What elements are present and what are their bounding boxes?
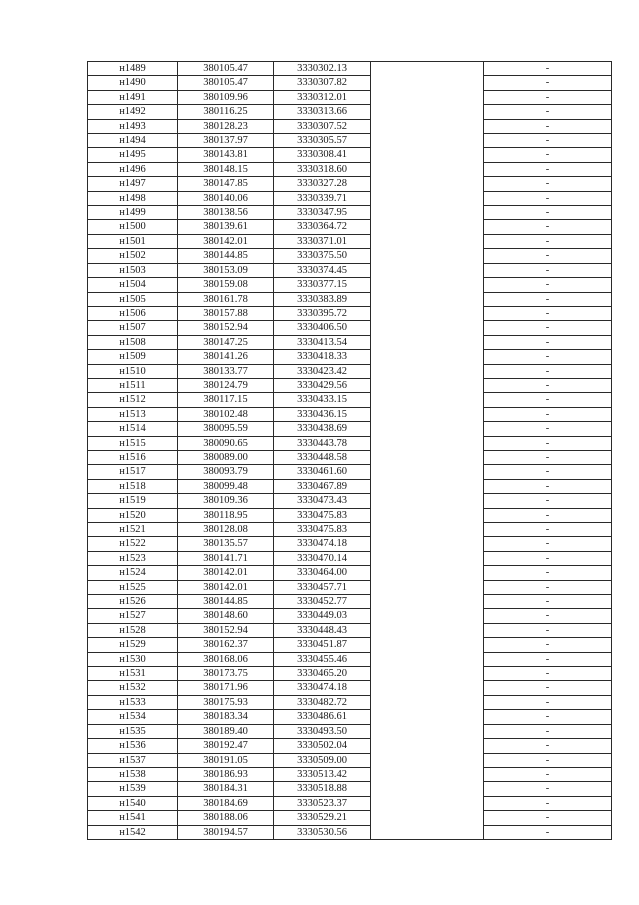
y-coordinate-cell: 3330448.58 <box>274 450 371 464</box>
point-id-cell: н1503 <box>88 263 178 277</box>
y-coordinate-cell: 3330433.15 <box>274 393 371 407</box>
table-row <box>88 537 612 551</box>
y-coordinate-cell: 3330451.87 <box>274 638 371 652</box>
point-id-cell: н1500 <box>88 220 178 234</box>
x-coordinate-cell: 380168.06 <box>178 652 274 666</box>
note-cell: - <box>484 292 612 306</box>
note-cell: - <box>484 767 612 781</box>
y-coordinate-cell: 3330308.41 <box>274 148 371 162</box>
table-row <box>88 825 612 839</box>
table-row <box>88 407 612 421</box>
y-coordinate-cell: 3330339.71 <box>274 191 371 205</box>
table-row <box>88 566 612 580</box>
table-row <box>88 119 612 133</box>
y-coordinate-cell: 3330465.20 <box>274 667 371 681</box>
table-row <box>88 523 612 537</box>
x-coordinate-cell: 380148.60 <box>178 609 274 623</box>
note-cell: - <box>484 551 612 565</box>
point-id-cell: н1501 <box>88 234 178 248</box>
note-cell: - <box>484 609 612 623</box>
x-coordinate-cell: 380105.47 <box>178 62 274 76</box>
y-coordinate-cell: 3330448.43 <box>274 623 371 637</box>
y-coordinate-cell: 3330475.83 <box>274 508 371 522</box>
y-coordinate-cell: 3330464.00 <box>274 566 371 580</box>
y-coordinate-cell: 3330395.72 <box>274 306 371 320</box>
y-coordinate-cell: 3330375.50 <box>274 249 371 263</box>
y-coordinate-cell: 3330523.37 <box>274 796 371 810</box>
point-id-cell: н1521 <box>88 523 178 537</box>
note-cell: - <box>484 90 612 104</box>
point-id-cell: н1518 <box>88 479 178 493</box>
y-coordinate-cell: 3330461.60 <box>274 465 371 479</box>
note-cell: - <box>484 523 612 537</box>
note-cell: - <box>484 724 612 738</box>
note-cell: - <box>484 335 612 349</box>
table-row <box>88 753 612 767</box>
y-coordinate-cell: 3330371.01 <box>274 234 371 248</box>
y-coordinate-cell: 3330318.60 <box>274 162 371 176</box>
point-id-cell: н1533 <box>88 695 178 709</box>
point-id-cell: н1516 <box>88 450 178 464</box>
point-id-cell: н1526 <box>88 595 178 609</box>
note-cell: - <box>484 508 612 522</box>
point-id-cell: н1496 <box>88 162 178 176</box>
table-row <box>88 292 612 306</box>
y-coordinate-cell: 3330429.56 <box>274 378 371 392</box>
point-id-cell: н1529 <box>88 638 178 652</box>
y-coordinate-cell: 3330470.14 <box>274 551 371 565</box>
table-row <box>88 350 612 364</box>
y-coordinate-cell: 3330467.89 <box>274 479 371 493</box>
table-row <box>88 206 612 220</box>
x-coordinate-cell: 380162.37 <box>178 638 274 652</box>
point-id-cell: н1525 <box>88 580 178 594</box>
table-row <box>88 105 612 119</box>
x-coordinate-cell: 380143.81 <box>178 148 274 162</box>
point-id-cell: н1513 <box>88 407 178 421</box>
y-coordinate-cell: 3330513.42 <box>274 767 371 781</box>
table-row <box>88 739 612 753</box>
table-row <box>88 465 612 479</box>
x-coordinate-cell: 380144.85 <box>178 249 274 263</box>
table-row <box>88 335 612 349</box>
point-id-cell: н1511 <box>88 378 178 392</box>
x-coordinate-cell: 380118.95 <box>178 508 274 522</box>
x-coordinate-cell: 380152.94 <box>178 623 274 637</box>
point-id-cell: н1508 <box>88 335 178 349</box>
y-coordinate-cell: 3330364.72 <box>274 220 371 234</box>
x-coordinate-cell: 380157.88 <box>178 306 274 320</box>
y-coordinate-cell: 3330457.71 <box>274 580 371 594</box>
x-coordinate-cell: 380175.93 <box>178 695 274 709</box>
x-coordinate-cell: 380137.97 <box>178 134 274 148</box>
y-coordinate-cell: 3330327.28 <box>274 177 371 191</box>
x-coordinate-cell: 380116.25 <box>178 105 274 119</box>
x-coordinate-cell: 380147.25 <box>178 335 274 349</box>
x-coordinate-cell: 380147.85 <box>178 177 274 191</box>
x-coordinate-cell: 380140.06 <box>178 191 274 205</box>
x-coordinate-cell: 380191.05 <box>178 753 274 767</box>
point-id-cell: н1538 <box>88 767 178 781</box>
x-coordinate-cell: 380142.01 <box>178 234 274 248</box>
x-coordinate-cell: 380089.00 <box>178 450 274 464</box>
note-cell: - <box>484 450 612 464</box>
x-coordinate-cell: 380102.48 <box>178 407 274 421</box>
point-id-cell: н1524 <box>88 566 178 580</box>
y-coordinate-cell: 3330377.15 <box>274 278 371 292</box>
x-coordinate-cell: 380099.48 <box>178 479 274 493</box>
point-id-cell: н1542 <box>88 825 178 839</box>
y-coordinate-cell: 3330486.61 <box>274 710 371 724</box>
table-row <box>88 422 612 436</box>
y-coordinate-cell: 3330347.95 <box>274 206 371 220</box>
y-coordinate-cell: 3330418.33 <box>274 350 371 364</box>
x-coordinate-cell: 380095.59 <box>178 422 274 436</box>
point-id-cell: н1523 <box>88 551 178 565</box>
y-coordinate-cell: 3330530.56 <box>274 825 371 839</box>
note-cell: - <box>484 321 612 335</box>
y-coordinate-cell: 3330312.01 <box>274 90 371 104</box>
point-id-cell: н1537 <box>88 753 178 767</box>
point-id-cell: н1505 <box>88 292 178 306</box>
x-coordinate-cell: 380142.01 <box>178 566 274 580</box>
note-cell: - <box>484 263 612 277</box>
note-cell: - <box>484 796 612 810</box>
x-coordinate-cell: 380184.31 <box>178 782 274 796</box>
y-coordinate-cell: 3330374.45 <box>274 263 371 277</box>
x-coordinate-cell: 380128.23 <box>178 119 274 133</box>
point-id-cell: н1515 <box>88 436 178 450</box>
x-coordinate-cell: 380142.01 <box>178 580 274 594</box>
table-row <box>88 177 612 191</box>
coordinates-table <box>87 61 612 840</box>
table-row <box>88 796 612 810</box>
note-cell: - <box>484 76 612 90</box>
table-row <box>88 234 612 248</box>
table-row <box>88 263 612 277</box>
note-cell: - <box>484 134 612 148</box>
table-row <box>88 249 612 263</box>
point-id-cell: н1490 <box>88 76 178 90</box>
point-id-cell: н1512 <box>88 393 178 407</box>
note-cell: - <box>484 119 612 133</box>
point-id-cell: н1528 <box>88 623 178 637</box>
y-coordinate-cell: 3330509.00 <box>274 753 371 767</box>
note-cell: - <box>484 753 612 767</box>
y-coordinate-cell: 3330413.54 <box>274 335 371 349</box>
table-row <box>88 609 612 623</box>
x-coordinate-cell: 380194.57 <box>178 825 274 839</box>
x-coordinate-cell: 380139.61 <box>178 220 274 234</box>
table-row <box>88 811 612 825</box>
table-row <box>88 378 612 392</box>
y-coordinate-cell: 3330307.82 <box>274 76 371 90</box>
x-coordinate-cell: 380133.77 <box>178 364 274 378</box>
x-coordinate-cell: 380117.15 <box>178 393 274 407</box>
y-coordinate-cell: 3330305.57 <box>274 134 371 148</box>
x-coordinate-cell: 380173.75 <box>178 667 274 681</box>
y-coordinate-cell: 3330436.15 <box>274 407 371 421</box>
x-coordinate-cell: 380184.69 <box>178 796 274 810</box>
x-coordinate-cell: 380135.57 <box>178 537 274 551</box>
table-row <box>88 494 612 508</box>
x-coordinate-cell: 380093.79 <box>178 465 274 479</box>
note-cell: - <box>484 148 612 162</box>
note-cell: - <box>484 407 612 421</box>
coordinates-table-body <box>88 62 612 840</box>
note-cell: - <box>484 695 612 709</box>
note-cell: - <box>484 739 612 753</box>
point-id-cell: н1531 <box>88 667 178 681</box>
note-cell: - <box>484 162 612 176</box>
table-row <box>88 306 612 320</box>
note-cell: - <box>484 465 612 479</box>
note-cell: - <box>484 234 612 248</box>
note-cell: - <box>484 580 612 594</box>
point-id-cell: н1532 <box>88 681 178 695</box>
y-coordinate-cell: 3330529.21 <box>274 811 371 825</box>
table-row <box>88 652 612 666</box>
table-row <box>88 667 612 681</box>
x-coordinate-cell: 380148.15 <box>178 162 274 176</box>
x-coordinate-cell: 380144.85 <box>178 595 274 609</box>
note-cell: - <box>484 249 612 263</box>
table-row <box>88 782 612 796</box>
x-coordinate-cell: 380161.78 <box>178 292 274 306</box>
y-coordinate-cell: 3330438.69 <box>274 422 371 436</box>
note-cell: - <box>484 566 612 580</box>
x-coordinate-cell: 380124.79 <box>178 378 274 392</box>
point-id-cell: н1540 <box>88 796 178 810</box>
note-cell: - <box>484 623 612 637</box>
table-row <box>88 710 612 724</box>
point-id-cell: н1502 <box>88 249 178 263</box>
y-coordinate-cell: 3330449.03 <box>274 609 371 623</box>
y-coordinate-cell: 3330307.52 <box>274 119 371 133</box>
point-id-cell: н1507 <box>88 321 178 335</box>
table-row <box>88 450 612 464</box>
y-coordinate-cell: 3330482.72 <box>274 695 371 709</box>
table-row <box>88 321 612 335</box>
note-cell: - <box>484 595 612 609</box>
point-id-cell: н1509 <box>88 350 178 364</box>
table-row <box>88 162 612 176</box>
x-coordinate-cell: 380183.34 <box>178 710 274 724</box>
table-row <box>88 364 612 378</box>
point-id-cell: н1517 <box>88 465 178 479</box>
point-id-cell: н1489 <box>88 62 178 76</box>
note-cell: - <box>484 364 612 378</box>
point-id-cell: н1492 <box>88 105 178 119</box>
point-id-cell: н1506 <box>88 306 178 320</box>
y-coordinate-cell: 3330474.18 <box>274 537 371 551</box>
y-coordinate-cell: 3330406.50 <box>274 321 371 335</box>
table-row <box>88 62 612 76</box>
table-row <box>88 580 612 594</box>
point-id-cell: н1535 <box>88 724 178 738</box>
note-cell: - <box>484 191 612 205</box>
table-row <box>88 595 612 609</box>
y-coordinate-cell: 3330452.77 <box>274 595 371 609</box>
note-cell: - <box>484 782 612 796</box>
point-id-cell: н1541 <box>88 811 178 825</box>
x-coordinate-cell: 380192.47 <box>178 739 274 753</box>
point-id-cell: н1495 <box>88 148 178 162</box>
point-id-cell: н1497 <box>88 177 178 191</box>
x-coordinate-cell: 380159.08 <box>178 278 274 292</box>
table-row <box>88 695 612 709</box>
y-coordinate-cell: 3330502.04 <box>274 739 371 753</box>
note-cell: - <box>484 206 612 220</box>
point-id-cell: н1522 <box>88 537 178 551</box>
table-row <box>88 220 612 234</box>
table-row <box>88 148 612 162</box>
note-cell: - <box>484 350 612 364</box>
table-row <box>88 278 612 292</box>
point-id-cell: н1530 <box>88 652 178 666</box>
x-coordinate-cell: 380109.36 <box>178 494 274 508</box>
point-id-cell: н1499 <box>88 206 178 220</box>
x-coordinate-cell: 380109.96 <box>178 90 274 104</box>
y-coordinate-cell: 3330475.83 <box>274 523 371 537</box>
note-cell: - <box>484 710 612 724</box>
x-coordinate-cell: 380186.93 <box>178 767 274 781</box>
note-cell: - <box>484 652 612 666</box>
note-cell: - <box>484 62 612 76</box>
x-coordinate-cell: 380090.65 <box>178 436 274 450</box>
note-cell: - <box>484 681 612 695</box>
point-id-cell: н1527 <box>88 609 178 623</box>
y-coordinate-cell: 3330423.42 <box>274 364 371 378</box>
point-id-cell: н1536 <box>88 739 178 753</box>
point-id-cell: н1539 <box>88 782 178 796</box>
y-coordinate-cell: 3330455.46 <box>274 652 371 666</box>
y-coordinate-cell: 3330383.89 <box>274 292 371 306</box>
x-coordinate-cell: 380105.47 <box>178 76 274 90</box>
note-cell: - <box>484 422 612 436</box>
point-id-cell: н1498 <box>88 191 178 205</box>
y-coordinate-cell: 3330518.88 <box>274 782 371 796</box>
note-cell: - <box>484 378 612 392</box>
table-row <box>88 393 612 407</box>
note-cell: - <box>484 667 612 681</box>
point-id-cell: н1519 <box>88 494 178 508</box>
table-row <box>88 90 612 104</box>
y-coordinate-cell: 3330313.66 <box>274 105 371 119</box>
note-cell: - <box>484 811 612 825</box>
table-row <box>88 767 612 781</box>
x-coordinate-cell: 380189.40 <box>178 724 274 738</box>
x-coordinate-cell: 380128.08 <box>178 523 274 537</box>
table-row <box>88 638 612 652</box>
table-row <box>88 191 612 205</box>
table-row <box>88 551 612 565</box>
x-coordinate-cell: 380141.26 <box>178 350 274 364</box>
x-coordinate-cell: 380153.09 <box>178 263 274 277</box>
table-row <box>88 724 612 738</box>
note-cell: - <box>484 537 612 551</box>
point-id-cell: н1494 <box>88 134 178 148</box>
point-id-cell: н1491 <box>88 90 178 104</box>
point-id-cell: н1493 <box>88 119 178 133</box>
point-id-cell: н1534 <box>88 710 178 724</box>
note-cell: - <box>484 494 612 508</box>
table-row <box>88 623 612 637</box>
table-row <box>88 76 612 90</box>
point-id-cell: н1520 <box>88 508 178 522</box>
table-row <box>88 681 612 695</box>
note-cell: - <box>484 638 612 652</box>
note-cell: - <box>484 105 612 119</box>
empty-merged-cell <box>371 62 484 840</box>
x-coordinate-cell: 380152.94 <box>178 321 274 335</box>
y-coordinate-cell: 3330302.13 <box>274 62 371 76</box>
point-id-cell: н1510 <box>88 364 178 378</box>
x-coordinate-cell: 380141.71 <box>178 551 274 565</box>
note-cell: - <box>484 479 612 493</box>
y-coordinate-cell: 3330473.43 <box>274 494 371 508</box>
table-row <box>88 479 612 493</box>
point-id-cell: н1504 <box>88 278 178 292</box>
y-coordinate-cell: 3330474.18 <box>274 681 371 695</box>
table-row <box>88 508 612 522</box>
x-coordinate-cell: 380138.56 <box>178 206 274 220</box>
x-coordinate-cell: 380188.06 <box>178 811 274 825</box>
note-cell: - <box>484 436 612 450</box>
table-row <box>88 436 612 450</box>
note-cell: - <box>484 278 612 292</box>
y-coordinate-cell: 3330443.78 <box>274 436 371 450</box>
note-cell: - <box>484 177 612 191</box>
note-cell: - <box>484 825 612 839</box>
note-cell: - <box>484 393 612 407</box>
x-coordinate-cell: 380171.96 <box>178 681 274 695</box>
table-row <box>88 134 612 148</box>
note-cell: - <box>484 220 612 234</box>
y-coordinate-cell: 3330493.50 <box>274 724 371 738</box>
point-id-cell: н1514 <box>88 422 178 436</box>
note-cell: - <box>484 306 612 320</box>
